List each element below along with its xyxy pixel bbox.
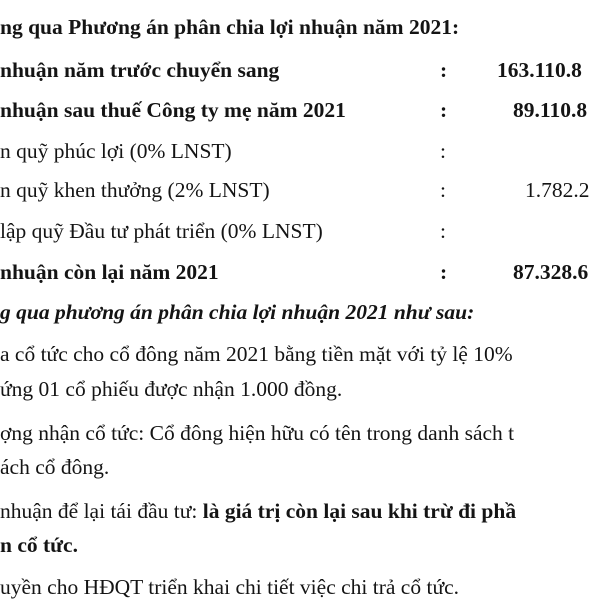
profit-row-value: 87.328.6 <box>513 260 589 284</box>
profit-row-colon: : <box>440 58 448 82</box>
retained-earnings-line-1 <box>0 496 516 526</box>
profit-row-value: 89.110.8 <box>513 98 588 122</box>
profit-row-prior-year <box>0 55 600 85</box>
dividend-text-line-1: a cổ tức cho cổ đông năm 2021 bằng tiền mặt với tỷ lệ 10% <box>0 342 513 366</box>
retained-earnings-label: nhuận để lại tái đầu tư: <box>0 499 203 523</box>
recipient-text-line-1: ợng nhận cổ tức: Cổ đông hiện hữu có tên trong danh sách t <box>0 421 515 445</box>
distribution-plan-heading: g qua phương án phân chia lợi nhuận 2021 như sau: <box>0 300 475 324</box>
retained-earnings-line-2: n cổ tức. <box>0 533 78 557</box>
profit-row-label: lập quỹ Đầu tư phát triển (0% LNST) <box>0 219 323 243</box>
profit-plan-heading: ng qua Phương án phân chia lợi nhuận năm 2021: <box>0 15 460 39</box>
recipient-text-line-2: ách cổ đông. <box>0 455 110 479</box>
profit-row-label: n quỹ phúc lợi (0% LNST) <box>0 139 232 163</box>
profit-row-after-tax <box>0 95 600 125</box>
profit-row-label: nhuận sau thuế Công ty mẹ năm 2021 <box>0 98 346 122</box>
profit-row-colon: : <box>440 219 446 243</box>
profit-row-colon: : <box>440 178 446 202</box>
profit-row-label: nhuận còn lại năm 2021 <box>0 260 219 284</box>
profit-row-welfare-fund <box>0 136 600 166</box>
profit-row-label: nhuận năm trước chuyển sang <box>0 58 280 82</box>
profit-row-value: 1.782.2 <box>525 178 590 202</box>
profit-row-label: n quỹ khen thưởng (2% LNST) <box>0 178 270 202</box>
profit-row-value: 163.110.8 <box>497 58 582 82</box>
authorization-text: uyền cho HĐQT triển khai chi tiết việc chi trả cổ tức. <box>0 575 460 599</box>
dividend-text-line-2: ứng 01 cổ phiếu được nhận 1.000 đồng. <box>0 377 343 401</box>
profit-row-colon: : <box>440 98 448 122</box>
profit-row-colon: : <box>440 139 446 163</box>
retained-earnings-definition: là giá trị còn lại sau khi trừ đi phầ <box>202 499 517 523</box>
profit-row-remaining <box>0 257 600 287</box>
profit-row-development-fund <box>0 216 600 246</box>
profit-row-colon: : <box>440 260 448 284</box>
profit-row-bonus-fund <box>0 175 600 205</box>
